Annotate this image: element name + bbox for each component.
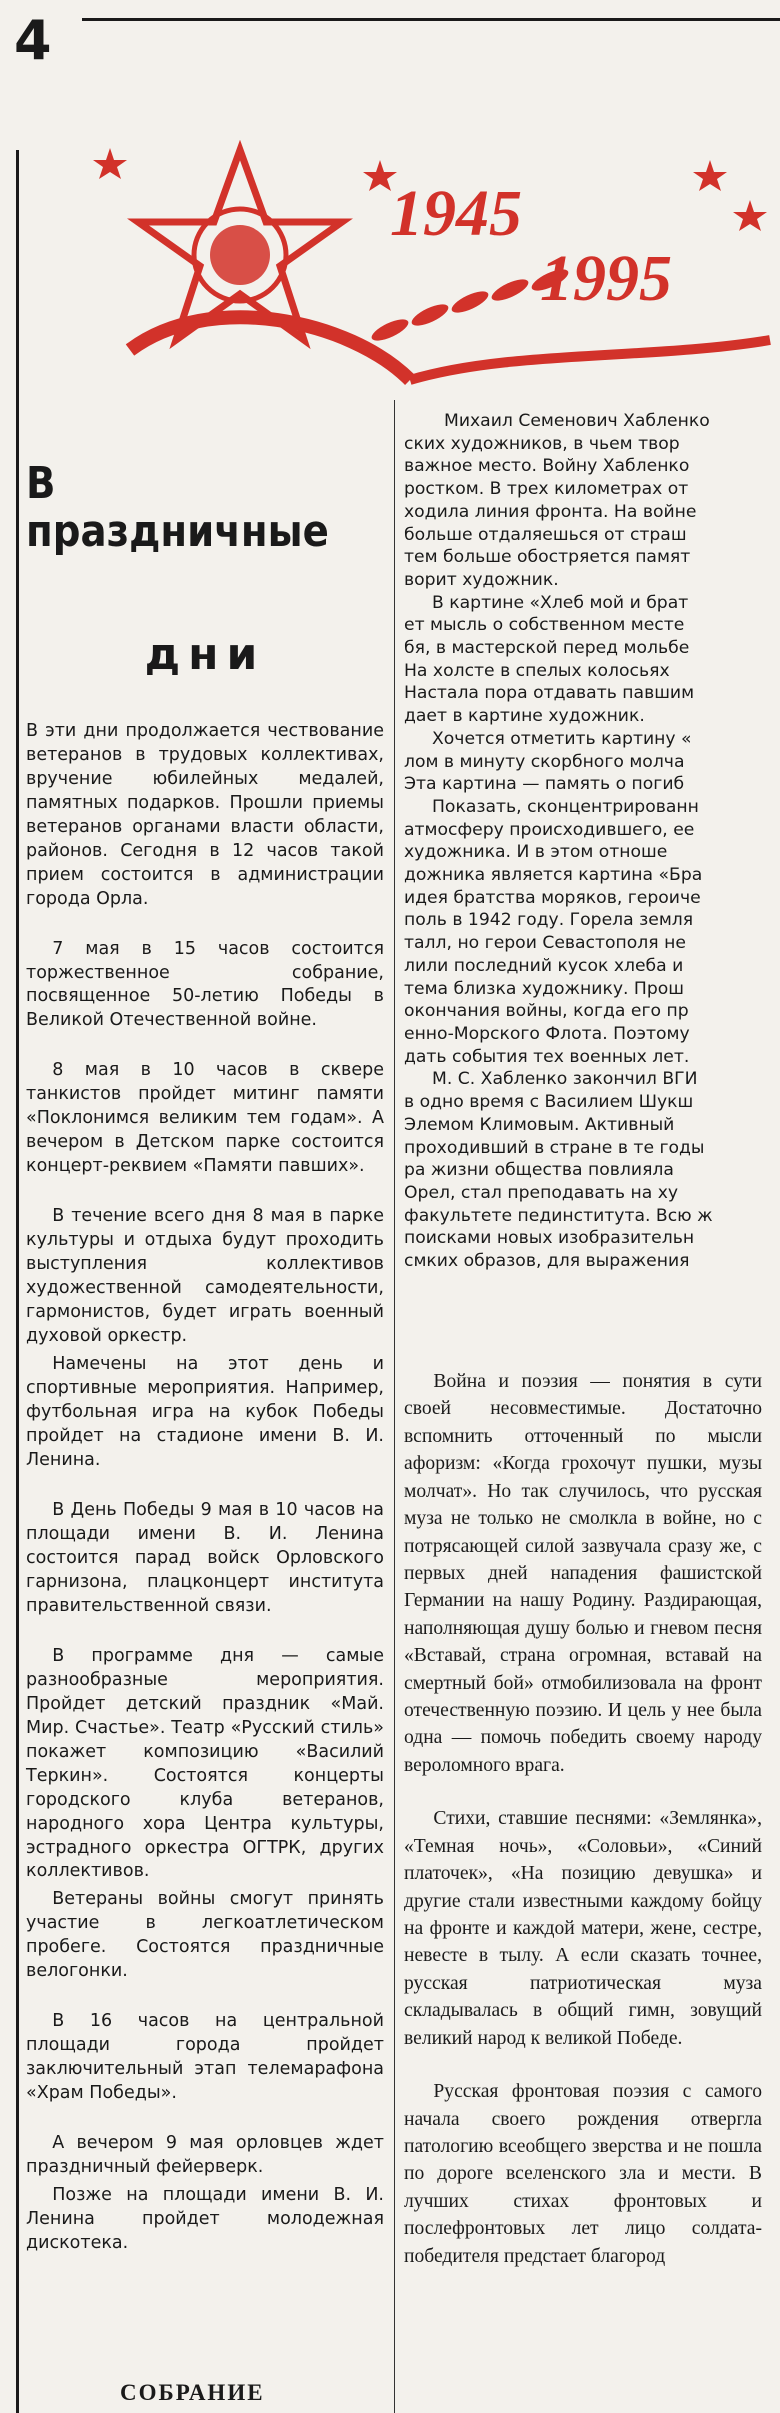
paragraph: Позже на площади имени В. И. Ленина пройдет молодежная дискотека.	[26, 2185, 384, 2254]
paragraph: В 16 часов на центральной площади города пройдет заключительный этап телемарафона «Храм Победы».	[26, 2011, 384, 2104]
text-line: тем больше обостряется памят	[404, 547, 691, 568]
text-line: окончания войны, когда его пр	[404, 1001, 689, 1022]
text-line: ростком. В трех километрах от	[404, 479, 689, 500]
paragraph: В программе дня — самые разнообразные мероприятия. Пройдет детский праздник «Май. Мир. Счастье». Театр «Русский стиль» покажет композицию «Василий Теркин». Состоятся концерты городского клуба ветеранов, народного хора Центра культуры, эстрадного оркестра ОГТРК, других коллективов.	[26, 1645, 384, 1882]
text-line: больше отдаляешься от страш	[404, 524, 687, 545]
year-start: 1945	[390, 177, 522, 250]
text-line: Элемом Климовым. Активный	[404, 1114, 675, 1135]
text-line: дожника является картина «Бра	[404, 865, 703, 886]
column-divider	[394, 400, 395, 2413]
text-line: В картине «Хлеб мой и брат	[432, 592, 689, 613]
article-khablenko	[404, 410, 780, 1290]
paragraph: Намечены на этот день и спортивные мероприятия. Например, футбольная игра на кубок Победы пройдет на стадионе имени В. И. Ленина.	[26, 1354, 384, 1470]
text-line: художника. И в этом отноше	[404, 842, 668, 863]
paragraph: В эти дни продолжается чествование ветеранов в трудовых коллективах, вручение юбилейных медалей, памятных подарков. Прошли приемы ветеранов органами власти области, районов. Сегодня в 12 часов такой прием состоится в администрации города Орла.	[26, 720, 384, 909]
text-line: в одно время с Василием Шукш	[404, 1092, 694, 1113]
text-line: Орел, стал преподавать на ху	[404, 1182, 679, 1203]
text-line: дает в картине художник.	[404, 706, 645, 727]
text-line: енно-Морского Флота. Поэтому	[404, 1023, 690, 1044]
paragraph: 7 мая в 15 часов состоится торжественное собрание, посвященное 50-летию Победы в Великой Отечественной войне.	[26, 938, 384, 1031]
article-war-and-poetry	[404, 1368, 762, 2296]
text-line: ворит художник.	[404, 569, 559, 590]
anniversary-emblem	[90, 140, 780, 395]
text-line: талл, но герои Севастополя не	[404, 933, 686, 954]
text-line: факультете пединститута. Всю ж	[404, 1205, 713, 1226]
top-rule	[82, 18, 780, 21]
text-line: поисками новых изобразительн	[404, 1228, 695, 1249]
text-line: смких образов, для выражения	[404, 1251, 690, 1272]
text-line: идея братства моряков, героиче	[404, 887, 701, 908]
paragraph: Стихи, ставшие песнями: «Землянка», «Темная ночь», «Соловьи», «Синий платочек», «На позицию девушка» и другие стали известными каждому бойцу на фронте и каждой матери, жене, сестре, невесте в тылу. А если сказать точнее, русская патриотическая муза складывалась в общий гимн, зовущий великий народ к великой Победе.	[404, 1808, 762, 2049]
text-line: поль в 1942 году. Горела земля	[404, 910, 694, 931]
text-line: ходила линия фронта. На войне	[404, 501, 697, 522]
text-line: Эта картина — память о погиб	[404, 774, 685, 795]
text-line: проходивший в стране в те годы	[404, 1137, 705, 1158]
page-number: 4	[14, 9, 52, 72]
text-line: тема близка художнику. Прош	[404, 978, 685, 999]
paragraph: Война и поэзия — понятия в сути своей несовместимые. Достаточно вспомнить отточенный по мысли афоризм: «Когда грохочут пушки, музы молчат». Но так случилось, что русская муза не только не смолкла в войне, но с потрясающей силой зазвучала сразу же, с первых дней нападения фашистской Германии на нашу Родину. Раздирающая, наполняющая душу болью и гневом песня «Вставай, страна огромная, вставай на смертный бой» отмобилизовала на фронт отечественную поэзию. И цель у нее была одна — помочь победить своему народу вероломного врага.	[404, 1371, 762, 1776]
next-article-heading: СОБРАНИЕ	[120, 2380, 265, 2405]
text-line: бя, в мастерской перед мольбе	[404, 638, 690, 659]
left-column-rule	[16, 150, 19, 2413]
text-line: На холсте в спелых колосьях	[404, 660, 670, 681]
article-holiday-days	[26, 420, 384, 2282]
text-line: Настала пора отдавать павшим	[404, 683, 695, 704]
paragraph: Ветераны войны смогут принять участие в легкоатлетическом пробеге. Состоятся праздничные велогонки.	[26, 1889, 384, 1982]
text-line: ра жизни общества повлияла	[404, 1160, 674, 1181]
text-line: Хочется отметить картину «	[432, 728, 692, 749]
text-line: ет мысль о собственном месте	[404, 615, 685, 636]
text-line: лом в минуту скорбного молча	[404, 751, 685, 772]
paragraph: А вечером 9 мая орловцев ждет праздничный фейерверк.	[26, 2133, 384, 2178]
paragraph: В течение всего дня 8 мая в парке культуры и отдыха будут проходить выступления коллективов художественной самодеятельности, гармонистов, будет играть военный духовой оркестр.	[26, 1206, 384, 1347]
text-line: лили последний кусок хлеба и	[404, 955, 684, 976]
text-line: ских художников, в чьем твор	[404, 433, 680, 454]
headline-continued: дни	[144, 628, 266, 680]
text-line: важное место. Войну Хабленко	[404, 456, 690, 477]
headline: В праздничные	[26, 458, 329, 558]
paragraph: В День Победы 9 мая в 10 часов на площади имени В. И. Ленина состоится парад войск Орловского гарнизона, плацконцерт института правительственной связи.	[26, 1499, 384, 1616]
paragraph: 8 мая в 10 часов в сквере танкистов пройдет митинг памяти «Поклонимся великим тем годам». А вечером в Детском парке состоится концерт-реквием «Памяти павших».	[26, 1060, 384, 1177]
text-line: М. С. Хабленко закончил ВГИ	[432, 1069, 698, 1090]
text-line: атмосферу происходившего, ее	[404, 819, 695, 840]
year-end: 1995	[540, 242, 672, 315]
paragraph: Русская фронтовая поэзия с самого начала своего рождения отвергла патологию всеобщего зверства и не пошла по дороге вселенского зла и мести. В лучших стихах фронтовых и послефронтовых лет лицо солдата-победителя предстает благород	[404, 2081, 762, 2267]
text-line: дать события тех военных лет.	[404, 1046, 690, 1067]
text-line: Михаил Семенович Хабленко	[444, 411, 710, 431]
text-line: Показать, сконцентрированн	[432, 796, 699, 817]
